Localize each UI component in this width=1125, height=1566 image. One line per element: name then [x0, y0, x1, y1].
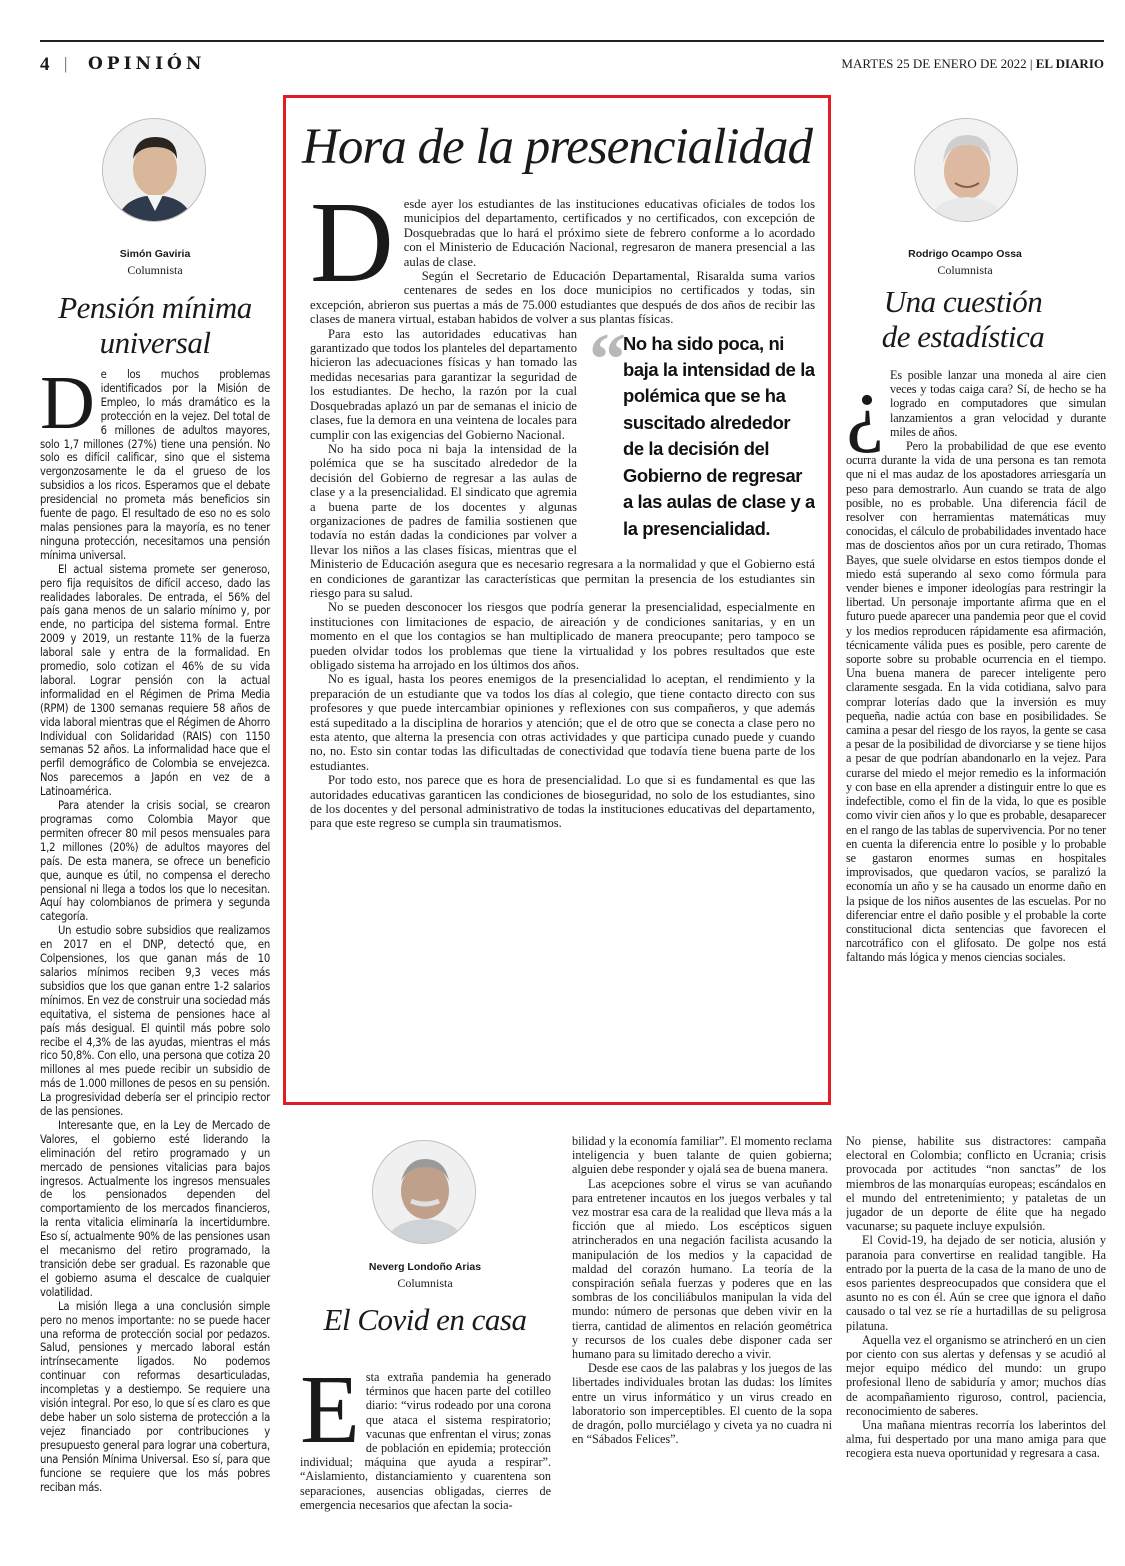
- column-title-right: [848, 284, 1078, 354]
- pull-quote: [589, 318, 815, 542]
- paragraph-right-first: Es posible lanzar una moneda al aire cien veces y todas caiga cara? Sí, de hecho se ha logrado en computadores que simulan lanzamientos a gran velocidad y durante miles de años.: [890, 368, 1106, 439]
- dropcap-editorial: D: [310, 197, 394, 307]
- page-number: 4: [40, 54, 50, 75]
- editorial-title: Hora de la presencialidad: [302, 119, 812, 175]
- article-body-bottom-col2: [572, 1134, 832, 1552]
- column-title-left-line2: universal: [99, 325, 211, 360]
- author-portrait-icon: [915, 119, 1018, 222]
- paragraph-bottom: El Covid-19, ha dejado de ser noticia, alusión y paranoia para convertirse en realidad tangible. Ha entrado por la puerta de la casa de la mano de uno de esos parientes despreocupados que considera que el asunto no es con él. Aún se cree que ignora el daño causado o tal vez se ríe a hurtadillas de su peligrosa pilatuna.: [846, 1233, 1106, 1333]
- paragraph-left: Para atender la crisis social, se crearon programas como Colombia Mayor que permiten ofrecer 80 mil pesos mensuales para 1,2 millones (20%) de adultos mayores del país. De esta manera, se ofrece un beneficio que, aunque es útil, no compensa el derecho pensional ni llega a todos los que lo necesitan. Aquí hay colombianos de primera y segunda categoría.: [40, 799, 270, 924]
- paragraph-left: El actual sistema promete ser generoso, pero fija requisitos de difícil acceso, dado las realidades laborales. De entrada, el 56% del país gana menos de un salario mínimo y, por ende, no participa del sistema formal. Entre 2009 y 2019, un restante 11% de la fuerza laboral sale y entra de la formalidad. En promedio, solo cotizan el 46% de su vida laboral. Lograr pensión con la actual informalidad en el Régimen de Prima Media (RPM) de 1300 semanas requiere 58 años de vida laboral mientras que el Régimen de Ahorro Individual con Solidaridad (RAIS) con 1150 semanas 52 años. La informalidad hace que el perfil demográfico de Colombia se envejezca. Nos parecemos a Japón en vez de a Latinoamérica.: [40, 562, 270, 799]
- paragraph-bottom: Desde ese caos de las palabras y los juegos de las libertades individuales brotan las dudas: los límites entre un virus informático y un virus creado en laboratorio son imperceptibles. El cuento de la sopa de dragón, pollo murciélago y civeta ya no cuadra ni en “Sábados Felices”.: [572, 1361, 832, 1447]
- dropcap-right: ¿: [846, 358, 885, 454]
- column-body-right: [846, 358, 1106, 965]
- editorial-body: [310, 197, 815, 1097]
- author-photo-left: [102, 118, 206, 222]
- paragraph-editorial: No se pueden desconocer los riesgos que podría generar la presencialidad, especialmente en instituciones con limitaciones de espacio, de aireación y de condiciones sanitarias, y en un momento en el que los contagios se han multiplicado de manera preocupante; pero tampoco se pueden olvidar todos los problemas que tiene la virtualidad y los pobres resultados que este obligado sistema ha arrojado en los últimos dos años.: [310, 600, 815, 672]
- author-role-right: Columnista: [937, 263, 993, 277]
- paragraph-left-first: e los muchos problemas identificados por la Misión de Empleo, lo más dramático es la protección en la vejez. Del total de 6 millones de adultos mayores, solo 1,7 millones (27%) tiene una pensión. No solo es difícil calificar, sino que el sistema vergonzosamente le da el grueso de los subsidios a los ricos. Esperamos que el debate presidencial no prometa más beneficios sin fuente de pago. El resultado de eso no es solo malas pensiones para la mayoría, es no tener ninguna protección, necesitamos una pensión mínima universal.: [40, 368, 270, 562]
- dropcap-bottom: E: [300, 1370, 360, 1464]
- author-name-left: Simón Gaviria: [119, 248, 191, 260]
- column-title-left-line1: Pensión mínima: [58, 290, 252, 325]
- paragraph-left: Interesante que, en la Ley de Mercado de Valores, el gobierno esté liderando la eliminación del retiro programado y un mercado de pensiones vitalicias para bajos ingresos. Actualmente los ingresos mensuales de los pensionados dependen del comportamiento de los mercados financieros, la renta vitalicia eliminaría la incertidumbre. Eso sí, actualmente 90% de las pensiones usan el mecanismo del retiro programado, la transición debe ser gradual. Es razonable que el gobierno asuma el descalce de cualquier volatilidad.: [40, 1118, 270, 1299]
- article-body-bottom-col1: [300, 1370, 551, 1550]
- column-title-right-line1: Una cuestión: [883, 284, 1043, 319]
- paragraph-bottom: Aquella vez el organismo se atrincheró en un cien por ciento con sus alertas y defensas y se acudió al mejor equipo médico del mundo: un grupo profesional lleno de sabiduría y amor; muchos días de acompañamiento riguroso, control, paciencia, reconocimiento de saberes.: [846, 1332, 1106, 1418]
- pull-quote-text: No ha sido poca, ni baja la intensidad de la polémica que se ha suscitado alrededor de la decisión del Gobierno de regresar a las aulas de clase y a la presencialidad.: [623, 332, 815, 539]
- paragraph-bottom: bilidad y la economía familiar”. El momento reclama inteligencia y buen talante de quien gobierna; alguien debe responder y ojalá sea de buena manera.: [572, 1134, 832, 1177]
- column-title-left: [40, 290, 270, 360]
- author-portrait-icon: [103, 119, 206, 222]
- paragraph-right: Pero la probabilidad de que ese evento ocurra durante la vida de una persona es tan remota que ni el mas audaz de los apostadores arriesgaría un peso para demostrarlo. Aun cuando se trata de algo posible, no es probable. Una diferencia fácil de resolver con herramientas matemáticas muy conocidas, el cálculo de probabilidades inventado hace mas de doscientos años por un cura retirado, Thomas Bayes, que suele olvidarse en estos tiempos donde el miedo está superando al sexo como fórmula para vender bienes e imponer ideologías para restringir la libertad. Un personaje importante afirma que en el futuro puede aparecer una pandemia peor que el covid y los medios reproducen rápidamente esa afirmación, técnicamente válida pues es posible, pero carente de soporte sobre su probable ocurrencia en el tiempo. Una buena manera de parecer inteligente pero claramente sesgada. En la vida cotidiana, salvo para comprar loterías dado que la inversión es muy pequeña, nadie actúa con base en posibilidades. Se camina a pesar del riesgo de los rayos, la gente se casa a pesar de la posibilidad de divorciarse y se tiene hijos a pesar de que podrían abandonarlo en la vejez. Para curarse del miedo el mejor remedio es la información y con base en ella aprender a distinguir entre lo que es indefectible, como el fin de la vida, lo que es posible como vivir cien años y lo que es probable, desaparecer en el rango de las tablas de supervivencia. Por no tener en cuenta la diferencia entre lo posible y lo probable se gastaron enormes sumas en hospitales improvisados, que quedaron vacíos, se paralizó la economía un año y se ha causado un enorme daño en la psique de los niños ausentes de las escuelas. Por no diferenciar entre el daño posible y el probable la corte constitucional dicta sentencias que favorecen el narcotráfico con el glifosato. De golpe nos está faltando más lógica y menos ciencias sociales.: [846, 439, 1106, 965]
- paragraph-editorial: Por todo esto, nos parece que es hora de presencialidad. Lo que si es fundamental es que las autoridades educativas garanticen las condiciones de bioseguridad, no solo de los estudiantes, sino de los docentes y del personal administrativo de todas la instituciones educativas del departamento, para que este regreso se cumpla sin traumatismos.: [310, 773, 815, 831]
- author-role-left: Columnista: [127, 263, 183, 277]
- author-photo-right: [914, 118, 1018, 222]
- dateline: [841, 56, 1104, 72]
- quote-mark-icon: “: [589, 318, 626, 401]
- column-title-right-line2: de estadística: [881, 319, 1045, 354]
- paragraph-left: La misión llega a una conclusión simple pero no menos importante: no se puede hacer una reforma de protección social por pedazos. Salud, pensiones y mercado laboral están intrínsecamente ligados. No podemos continuar con reformas desarticuladas, incompletas y a destiempo. Se requiere una visión integral. Por eso, lo que sí es claro es que debe haber un solo sistema de protección a la vejez financiado por contribuciones y presupuesto general para lograr una cobertura, una Pensión Mínima Universal. Eso sí, para que funcione se requiere que los más pobres reciban más.: [40, 1299, 270, 1494]
- newspaper-name: EL DIARIO: [1035, 56, 1104, 71]
- paragraph-bottom: Las acepciones sobre el virus se van acuñando para entretener incautos en los juegos verbales y tal vez mostrar esa cara de la realidad que lleva más a la ficción que al miedo. Los escépticos siguen atrincherados en una negación facilista acusando la manipulación de los medios y la capacidad de maldad del corazón humano. La teoría de la conspiración señala fuerzas y poderes que en las sombras de los conciliábulos manipulan la vida del mundo: número de personas que deben vivir en la tierra, cantidad de alimentos en relación geométrica y recursos de los cuales debe disponer cada ser humano para su limitado derecho a vivir.: [572, 1176, 832, 1362]
- paragraph-editorial: No es igual, hasta los peores enemigos de la presencialidad lo aceptan, el rendimiento y la preparación de un estudiante que va todos los días al colegio, que tiene contacto directo con sus profesores y que puede intercambiar opiniones y reflexiones con sus compañeros, y que además está supeditado a la disciplina de horarios y atención; que el de otro que se conecta a clase pero no esta atento, que alterna la presencia con otras actividades y que participa cunado puede y cuando no, no. Esto sin contar todas las dificultadas de conectividad que todavía tiene buena parte de los estudiantes.: [310, 672, 815, 773]
- author-portrait-icon: [373, 1141, 476, 1244]
- paragraph-left: Un estudio sobre subsidios que realizamos en 2017 en el DNP, detectó que, en Colpensiones, los que ganan más de 10 salarios mínimos reciben 9,3 veces más subsidios que los que ganan entre 1-2 salarios mínimos. En vez de construir una sociedad más equitativa, el sistema de pensiones hace al país más desigual. El quintil más pobre solo recibe el 4,3% de las ayudas, mientras el más rico 50,8%. Con ello, una persona que cotiza 20 millones al mes puede recibir un subsidio de más de 1.000 millones de pesos en su pensión. La progresividad debería ser el principio rector de las pensiones.: [40, 924, 270, 1119]
- paragraph-editorial-text: Para esto las autoridades educativas han garantizado que todos los planteles del departamento hicieron las adecuaciones físicas y han tomado las medidas necesarias para garantizar la seguridad de los estudiantes. De hecho, la razón por la cual Dosquebradas aplazó un par de semanas el inicio de clases, fue la demora en una veintena de locales para cumplir con las exigencias del Gobierno Nacional.: [310, 326, 577, 442]
- page-header: [40, 40, 1104, 78]
- author-photo-bottom: [372, 1140, 476, 1244]
- paragraph-editorial: Según el Secretario de Educación Departamental, Risaralda suma varios centenares de sedes en los doce municipios no certificados y todas, sin excepción, abrieron sus puertas a más de 75.000 estudiantes que después de dos años de recibir las clases de manera virtual, estaban habidos de volver a sus plantas físicas.: [310, 269, 815, 327]
- dateline-separator: |: [1026, 56, 1036, 71]
- section-name: OPINIÓN: [88, 54, 206, 74]
- editorial-box: [283, 95, 831, 1105]
- paragraph-bottom-first: sta extraña pandemia ha generado términos que hacen parte del cotilleo diario: “virus rodeado por una corona que ataca el sistema respiratorio; vacunas que enfrentan el virus; zonas de población en epidemia; protección individual; máquina que ayuda a respirar”. “Aislamiento, distanciamiento y cuarentena son separaciones, ausencias obligadas, cierres de emergencia necesarios que afectan la socia-: [300, 1370, 551, 1512]
- dropcap-left: D: [40, 361, 95, 445]
- paragraph-editorial: No ha sido poca ni baja la intensidad de la polémica que se ha suscitado alrededor de la decisión del Gobierno de regresar a las aulas de clase y a la presencialidad. El sindicato que agremia a buena parte de los docentes y algunas organizaciones de padres de familia sostienen que todavía no están dadas la condiciones par volver a llevar los niños a las clases físicas, mientras que el Ministerio de Educación asegura que es necesario regresara a la normalidad y que el Gobierno está en condiciones de garantizar las características que permitan la presencia de los estudiantes sin riesgo para su salud.: [310, 441, 815, 600]
- paragraph-editorial-first: esde ayer los estudiantes de las instituciones educativas oficiales de todos los municipios del departamento, certificados y no certificados, con excepción de Dosquebradas que lo hará el próximo siete de febrero conforme a lo acordado con el Ministerio de Educación Nacional, regresaron de manera presencial a las aulas de clase.: [403, 197, 815, 269]
- paragraph-bottom: No piense, habilite sus distractores: campaña electoral en Colombia; conflicto en Ucrania; crisis provocada por actitudes “non sanctas” de los miembros de las monarquías europeas; escándalos en el mundo del entretenimiento; y pataletas de un jugador de un deporte de élite que ha negado vacunarse; su paquete incluye expulsión.: [846, 1134, 1106, 1234]
- column-body-left: [40, 361, 270, 1494]
- issue-date: MARTES 25 DE ENERO DE 2022: [841, 56, 1027, 71]
- article-title-bottom: El Covid en casa: [323, 1302, 527, 1337]
- paragraph-bottom: Una mañana mientras recorría los laberintos del alma, fui despertado por una mano amiga para que recogiera esta nueva oportunidad y regresara a casa.: [846, 1418, 1106, 1461]
- article-body-bottom-col3: [846, 1134, 1106, 1552]
- header-separator: |: [64, 54, 68, 73]
- author-role-bottom: Columnista: [397, 1276, 453, 1290]
- author-name-right: Rodrigo Ocampo Ossa: [908, 248, 1022, 260]
- author-name-bottom: Neverg Londoño Arias: [368, 1261, 482, 1273]
